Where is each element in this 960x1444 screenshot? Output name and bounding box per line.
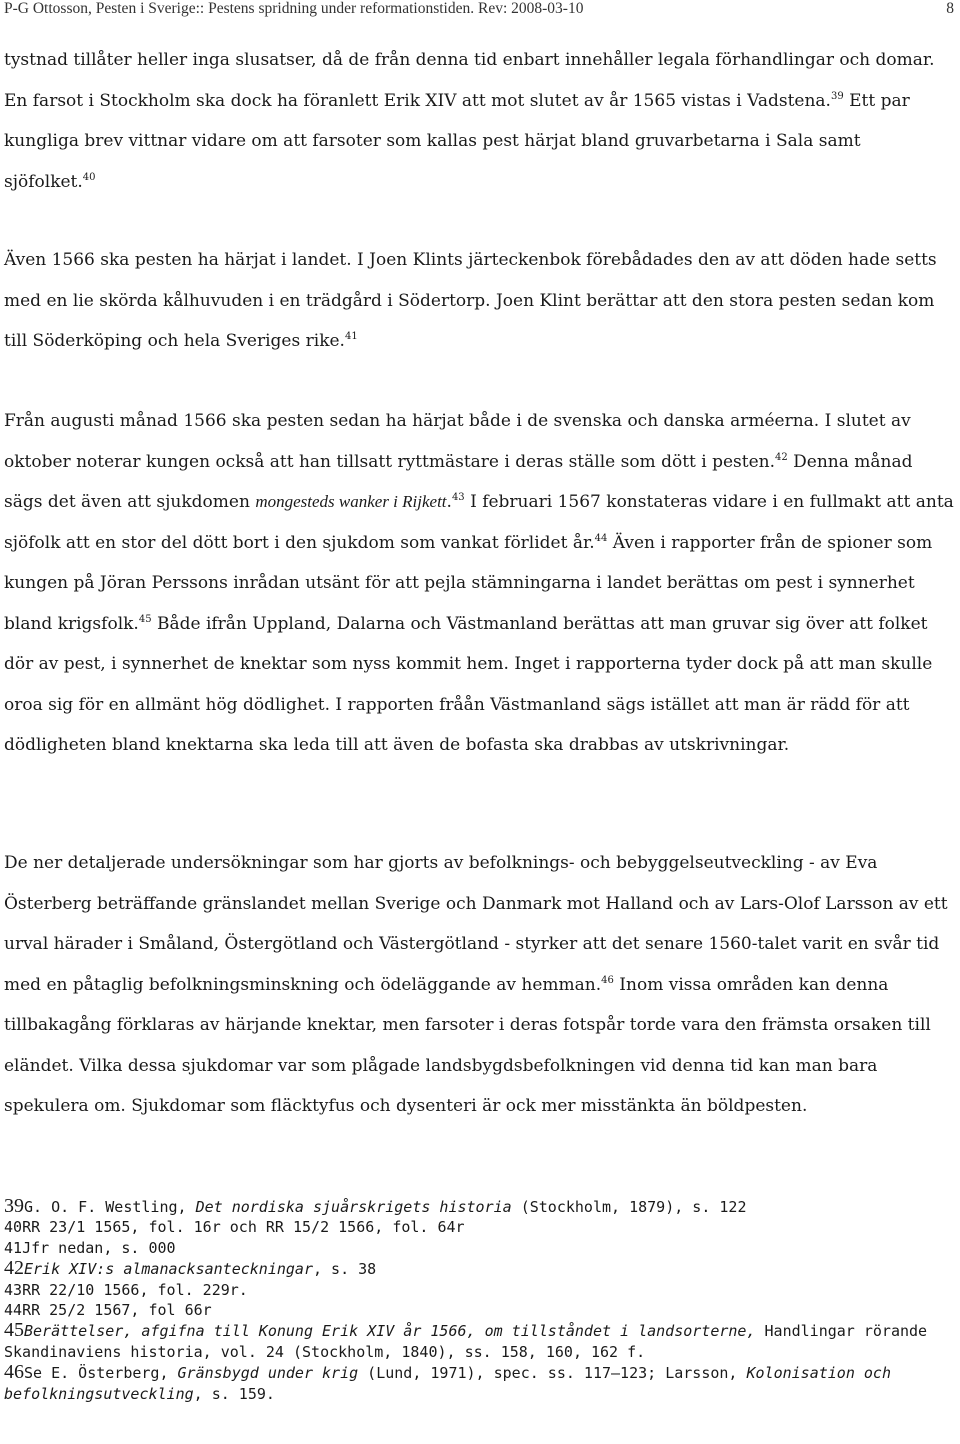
footnote-title: Gränsbygd under krig <box>177 1364 359 1383</box>
footnote-46 <box>4 1362 954 1404</box>
text: Från augusti månad 1566 ska pesten sedan ha härjat både i de svenska och danska arméerna. I slutet av oktober noterar kungen också att han tillsatt ryttmästare i deras ställe som dött i pesten. <box>4 411 911 472</box>
footnote-39 <box>4 1196 954 1217</box>
footnote-ref-43[interactable]: 43 <box>451 492 465 503</box>
footnote-41 <box>4 1238 954 1258</box>
footnote-ref-40[interactable]: 40 <box>82 171 96 183</box>
footnote-text: RR 25/2 1567, fol 66r <box>22 1301 212 1320</box>
footnote-text: Se E. Österberg, <box>24 1364 178 1383</box>
footnote-ref-42[interactable]: 42 <box>775 451 788 463</box>
footnote-title: Erik XIV:s almanacksanteckningar <box>24 1260 313 1279</box>
footnote-number: 39 <box>4 1195 24 1217</box>
page-header <box>4 0 956 20</box>
italic-quote: mongesteds wanker i Rijkett <box>255 492 447 511</box>
paragraph-1 <box>4 40 954 202</box>
footnote-44 <box>4 1300 954 1320</box>
footnote-43 <box>4 1280 954 1300</box>
footnote-45 <box>4 1320 954 1362</box>
footnote-text: RR 22/10 1566, fol. 229r. <box>22 1280 248 1299</box>
text: Denna månad sägs det även att sjukdomen <box>4 451 913 512</box>
footnote-ref-45[interactable]: 45 <box>138 613 152 625</box>
footnote-title: Berättelser, afgifna till Konung Erik XIV år 1566, om tillståndet i landsorterne, <box>24 1322 756 1341</box>
text: . <box>446 492 452 512</box>
text: Även i rapporter från de spioner som kungen på Jöran Perssons inrådan utsänt för att pejla stämningarna i landet berättas om pest i synnerhet bland krigsfolk. <box>4 532 933 634</box>
footnote-ref-44[interactable]: 44 <box>594 532 608 544</box>
footnote-40 <box>4 1217 954 1237</box>
page-number: 8 <box>946 0 954 17</box>
footnotes <box>4 1196 954 1404</box>
text: Ett par kungliga brev vittnar vidare om att farsoter som kallas pest härjat bland gruvarbetarna i Sala samt sjöfolket. <box>4 90 910 192</box>
paragraph-4 <box>4 843 954 1127</box>
footnote-ref-41[interactable]: 41 <box>344 331 358 342</box>
text: Även 1566 ska pesten ha härjat i landet. I Joen Klints järteckenbok förebådades den av att döden hade setts med en lie skörda kålhuvuden i en trädgård i Södertorp. Joen Klint berättar att den stora pesten sedan kom till Söderköping och hela Sveriges rike. <box>4 250 937 351</box>
footnote-number: 41 <box>4 1238 23 1257</box>
footnote-text: Jfr nedan, s. 000 <box>22 1238 176 1257</box>
paragraph-2 <box>4 240 954 362</box>
footnote-text: G. O. F. Westling, <box>24 1198 196 1216</box>
footnote-text: (Stockholm, 1879), s. 122 <box>511 1198 747 1216</box>
footnote-number: 46 <box>4 1361 24 1384</box>
footnote-text: , s. 159. <box>193 1384 275 1403</box>
footnote-ref-39[interactable]: 39 <box>830 90 844 102</box>
footnote-text: , s. 38 <box>312 1260 377 1279</box>
footnote-number: 40 <box>4 1218 23 1237</box>
text: tystnad tillåter heller inga slusatser, då de från denna tid enbart innehåller legala förhandlingar och domar. En farsot i Stockholm ska dock ha föranlett Erik XIV att mot slutet av år 1565 vistas i Vadstena. <box>4 50 935 111</box>
footnote-number: 43 <box>4 1280 23 1299</box>
text: Både ifrån Uppland, Dalarna och Västmanland berättas att man gruvar sig över att folket dör av pest, i synnerhet de knektar som nyss kommit hem. Inget i rapporterna tyder dock på att man skulle oroa sig för en allmänt hög dödlighet. I rapporten fråån Västmanland sägs istället att man är rädd för att dödligheten bland knektarna ska leda till att även de bofasta ska drabbas av utskrivningar. <box>4 613 933 755</box>
footnote-text: Handlingar rörande Skandinaviens historia, vol. 24 (Stockholm, 1840), ss. 158, 160, 162 f. <box>4 1322 937 1361</box>
text: De ner detaljerade undersökningar som har gjorts av befolknings- och bebyggelseutveckling - av Eva Österberg beträffande gränslandet mellan Sverige och Danmark mot Halland och av Lars-Olof Larsson av ett urval härader i Småland, Östergötland och Västergötland - styrker att det senare 1560-talet varit en svår tid med en påtaglig befolkningsminskning och ödeläggande av hemman. <box>4 853 948 995</box>
footnote-42 <box>4 1258 954 1279</box>
footnote-title: Det nordiska sjuårskrigets historia <box>195 1198 512 1216</box>
footnote-title: Kolonisation och befolkningsutveckling <box>4 1364 901 1403</box>
footnote-ref-46[interactable]: 46 <box>601 974 614 986</box>
header-title: P-G Ottosson, Pesten i Sverige:: Pestens spridning under reformationstiden. Rev: 2008-03-10 <box>4 0 584 17</box>
footnote-number: 45 <box>4 1319 24 1342</box>
footnote-number: 44 <box>4 1301 23 1320</box>
text: I februari 1567 konstateras vidare i en fullmakt att anta sjöfolk att en stor del dött bort i den sjukdom som vankat förlidet år. <box>4 492 954 553</box>
footnote-text: RR 23/1 1565, fol. 16r och RR 15/2 1566, fol. 64r <box>22 1218 465 1237</box>
footnote-text: (Lund, 1971), spec. ss. 117–123; Larsson, <box>358 1364 747 1383</box>
text: Inom vissa områden kan denna tillbakagång förklaras av härjande knektar, men farsoter i deras fotspår torde vara den främsta orsaken till eländet. Vilka dessa sjukdomar var som plågade landsbygdsbefolkningen vid denna tid kan man bara spekulera om. Sjukdomar som fläcktyfus och dysenteri är ock mer misstänkta än böldpesten. <box>4 974 931 1116</box>
footnote-number: 42 <box>4 1257 24 1280</box>
paragraph-3 <box>4 401 954 766</box>
